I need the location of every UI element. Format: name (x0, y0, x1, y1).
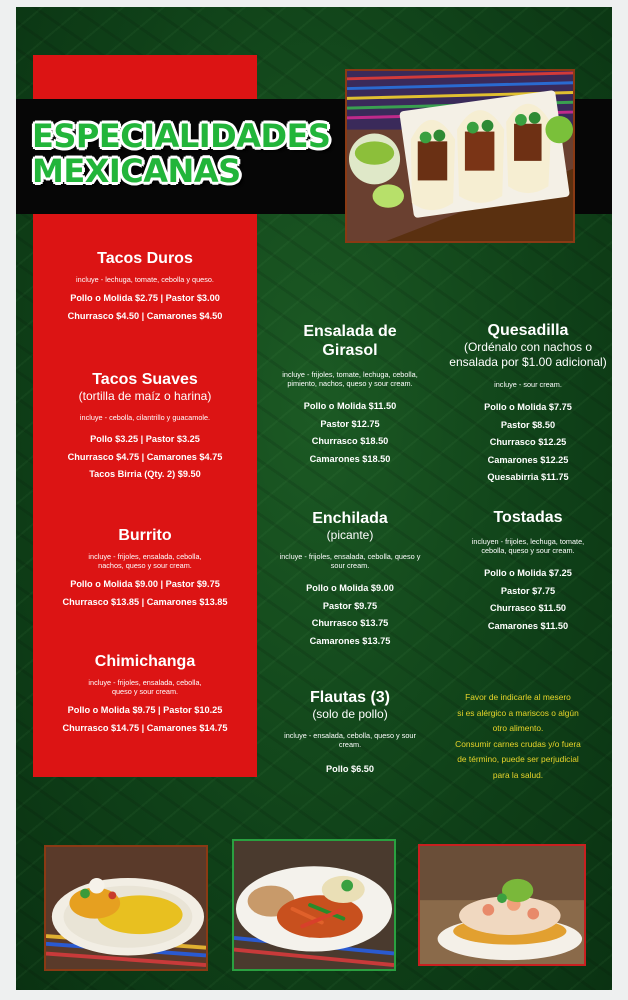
quesadilla-subtitle: (Ordénalo con nachos o ensalada por $1.00 adicional) (449, 340, 607, 369)
tacos-suaves-includes: incluye - cebolla, cilantrillo y guacamole. (79, 413, 211, 422)
quesadilla-section (448, 321, 608, 487)
tacos-suaves-price-2: Churrasco $4.75 | Camarones $4.75 (67, 451, 223, 462)
burrito-photo (44, 845, 208, 971)
tostadas-price-2: Pastor $7.75 (500, 585, 556, 596)
notice-line-3: otro alimento. (492, 723, 544, 733)
quesadilla-price-5: Quesabirria $11.75 (487, 472, 569, 482)
ensalada-price-1: Pollo o Molida $11.50 (303, 401, 397, 411)
ensalada-price-3: Churrasco $18.50 (311, 436, 389, 446)
flautas-subtitle: (solo de pollo) (312, 707, 388, 721)
burrito-section (33, 526, 257, 611)
burrito-price-1: Pollo o Molida $9.00 | Pastor $9.75 (70, 579, 220, 589)
tacos-duros-title: Tacos Duros (97, 250, 193, 267)
burrito-price-2: Churrasco $13.85 | Camarones $13.85 (62, 596, 228, 607)
flautas-section (278, 688, 422, 779)
tostadas-price-1: Pollo o Molida $7.25 (484, 568, 572, 578)
tacos-suaves-title: Tacos Suaves (92, 371, 198, 388)
enchilada-includes: incluye - frijoles, ensalada, cebolla, queso y sour cream. (279, 552, 421, 570)
tostadas-price-3: Churrasco $11.50 (489, 603, 567, 613)
tostada-photo (418, 844, 586, 966)
tacos-suaves-price-3: Tacos Birria (Qty. 2) $9.50 (89, 469, 201, 479)
quesadilla-includes: incluye - sour cream. (494, 380, 562, 389)
enchilada-price-2: Pastor $9.75 (322, 600, 378, 611)
enchilada-title: Enchilada (312, 510, 388, 527)
tacos-suaves-subtitle: (tortilla de maíz o harina) (78, 389, 212, 403)
fajitas-photo (232, 839, 396, 971)
chimichanga-includes: incluye - frijoles, ensalada, cebolla, queso y sour cream. (88, 678, 202, 696)
tacos-duros-section (33, 249, 257, 325)
tostadas-price-4: Camarones $11.50 (487, 620, 569, 631)
allergy-notice (434, 690, 602, 783)
menu-title (32, 119, 330, 189)
quesadilla-price-1: Pollo o Molida $7.75 (484, 402, 572, 412)
notice-line-4: Consumir carnes crudas y/o fuera (455, 738, 581, 749)
enchilada-subtitle: (picante) (326, 528, 374, 542)
ensalada-price-2: Pastor $12.75 (320, 418, 380, 429)
tacos-duros-includes: incluye - lechuga, tomate, cebolla y queso. (76, 275, 214, 284)
tostadas-title: Tostadas (493, 509, 563, 526)
tacos-duros-price-2: Churrasco $4.50 | Camarones $4.50 (67, 310, 223, 321)
enchilada-price-1: Pollo o Molida $9.00 (306, 583, 394, 593)
notice-line-5: de término, puede ser perjudicial (457, 754, 579, 764)
flautas-includes: incluye - ensalada, cebolla, queso y sour cream. (284, 731, 416, 749)
ensalada-title: Ensalada de Girasol (303, 323, 397, 359)
ensalada-includes: incluye - frijoles, tomate, lechuga, cebolla, pimiento, nachos, queso y sour cream. (282, 370, 418, 388)
quesadilla-price-4: Camarones $12.25 (487, 454, 569, 465)
burrito-title: Burrito (118, 527, 172, 544)
quesadilla-price-2: Pastor $8.50 (500, 419, 556, 430)
enchilada-price-4: Camarones $13.75 (309, 635, 391, 646)
notice-line-1: Favor de indicarle al mesero (465, 692, 571, 702)
quesadilla-title: Quesadilla (487, 322, 569, 339)
flautas-price-1: Pollo $6.50 (325, 764, 374, 774)
chimichanga-section (33, 652, 257, 737)
ensalada-price-4: Camarones $18.50 (309, 453, 391, 464)
title-line-2: MEXICANAS (32, 152, 241, 190)
tostadas-section (448, 508, 608, 635)
flautas-title: Flautas (3) (309, 689, 390, 706)
quesadilla-price-3: Churrasco $12.25 (489, 437, 567, 447)
tacos-suaves-price-1: Pollo $3.25 | Pastor $3.25 (90, 434, 200, 444)
notice-line-2: si es alérgico a mariscos o algún (457, 707, 579, 718)
chimichanga-price-2: Churrasco $14.75 | Camarones $14.75 (62, 722, 228, 733)
tacos-suaves-section (33, 370, 257, 484)
title-line-1: ESPECIALIDADES (32, 117, 331, 155)
tacos-photo (345, 69, 575, 243)
menu-board (16, 7, 612, 990)
chimichanga-price-1: Pollo o Molida $9.75 | Pastor $10.25 (67, 705, 223, 715)
tacos-duros-price-1: Pollo o Molida $2.75 | Pastor $3.00 (70, 293, 220, 303)
enchilada-section (278, 509, 422, 650)
chimichanga-title: Chimichanga (94, 653, 196, 670)
notice-line-6: para la salud. (492, 769, 544, 780)
burrito-includes: incluye - frijoles, ensalada, cebolla, nachos, queso y sour cream. (88, 552, 202, 570)
ensalada-section (278, 322, 422, 468)
tostadas-includes: incluyen - frijoles, lechuga, tomate, cebolla, queso y sour cream. (471, 537, 585, 555)
enchilada-price-3: Churrasco $13.75 (311, 618, 389, 628)
